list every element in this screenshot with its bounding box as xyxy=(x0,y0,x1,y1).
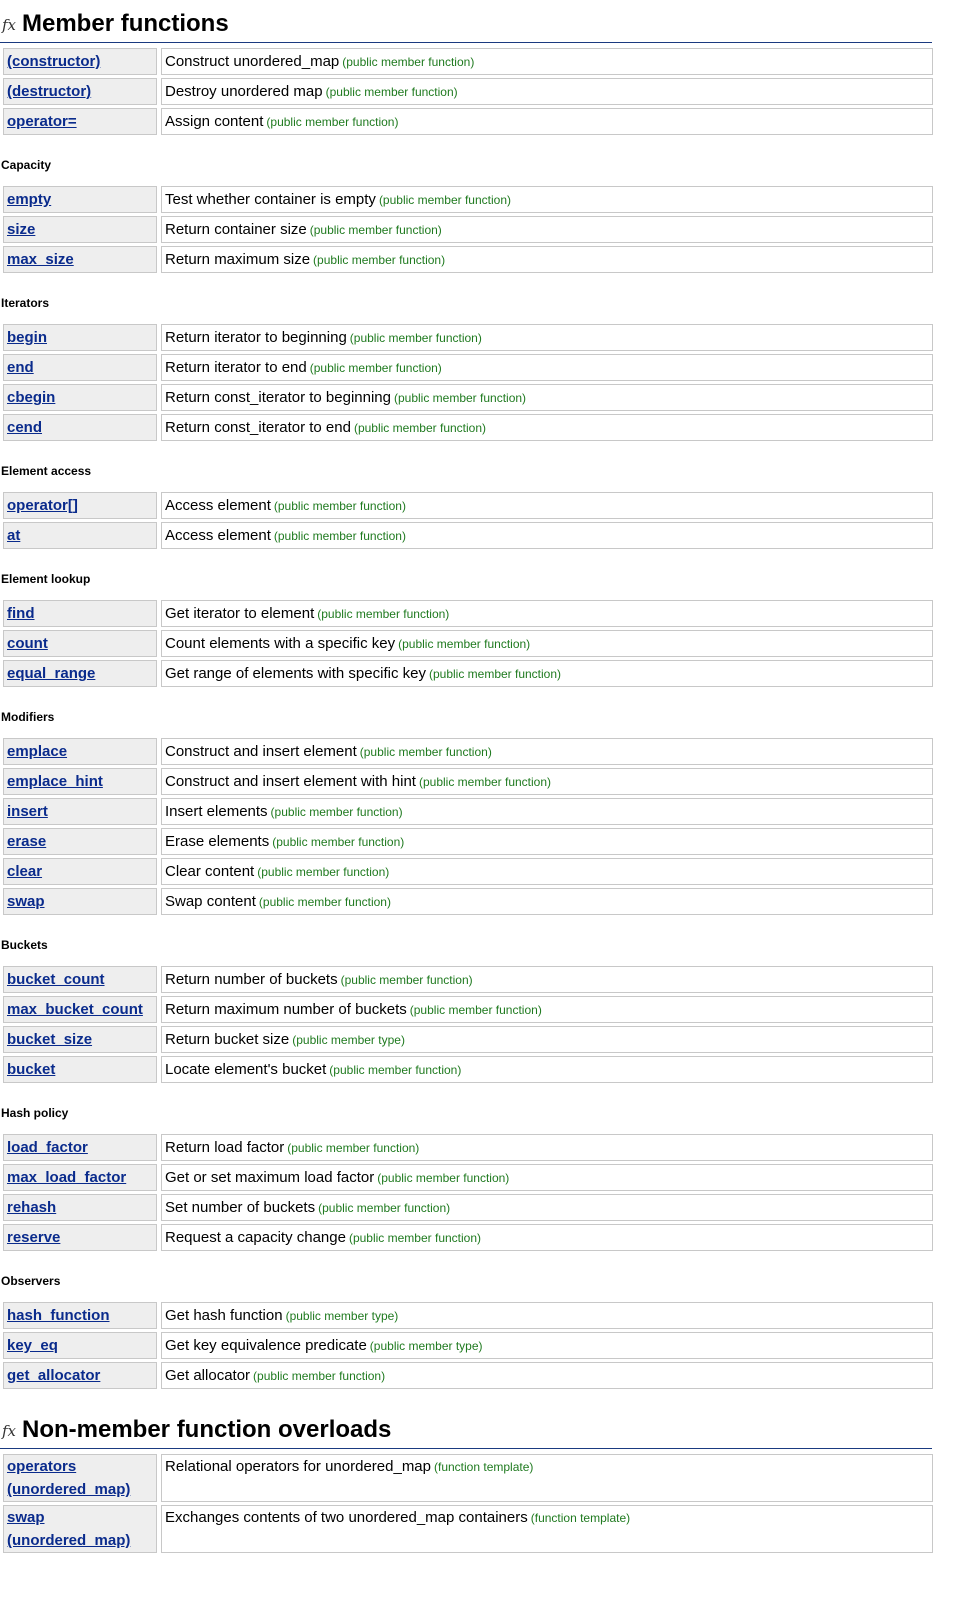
table-row xyxy=(3,492,933,519)
function-table xyxy=(0,597,937,690)
function-table xyxy=(0,1299,937,1392)
function-kind: (public member function) xyxy=(348,1231,482,1245)
function-name-cell xyxy=(3,888,157,915)
function-kind: (public member function) xyxy=(325,85,458,99)
function-kind: (public member function) xyxy=(273,529,406,543)
function-kind: (public member function) xyxy=(409,1003,542,1017)
function-description-cell xyxy=(161,1454,933,1502)
table-row xyxy=(3,798,933,825)
function-name-cell xyxy=(3,1454,157,1502)
function-link[interactable]: bucket_count xyxy=(7,971,105,988)
section-title: Non-member function overloads xyxy=(22,1416,392,1443)
function-link[interactable]: swap xyxy=(7,893,45,910)
function-description-cell xyxy=(161,384,933,411)
function-name-cell xyxy=(3,216,157,243)
function-kind: (public member function) xyxy=(313,253,446,267)
function-description: Get hash function xyxy=(165,1307,283,1324)
function-table xyxy=(0,489,937,552)
function-link[interactable]: end xyxy=(7,359,34,376)
function-description-cell xyxy=(161,630,933,657)
function-table xyxy=(0,183,937,276)
function-description-cell xyxy=(161,246,933,273)
group-title: Modifiers xyxy=(1,710,55,724)
function-name-cell xyxy=(3,996,157,1023)
function-description: Return maximum size xyxy=(165,251,311,268)
function-link[interactable]: begin xyxy=(7,329,47,346)
fx-icon: fx xyxy=(2,1422,17,1440)
table-row xyxy=(3,1302,933,1329)
function-kind: (public member function) xyxy=(342,55,475,69)
function-link[interactable]: max_bucket_count xyxy=(7,1001,143,1018)
function-description: Locate element's bucket xyxy=(165,1061,327,1078)
function-name-cell xyxy=(3,1224,157,1251)
function-description: Count elements with a specific key xyxy=(165,635,396,652)
group-title: Element access xyxy=(1,464,92,478)
table-row xyxy=(3,78,933,105)
table-row xyxy=(3,996,933,1023)
table-row xyxy=(3,1505,933,1553)
function-name-cell xyxy=(3,1026,157,1053)
function-name-cell xyxy=(3,798,157,825)
table-row xyxy=(3,354,933,381)
function-description-cell xyxy=(161,186,933,213)
table-row xyxy=(3,1164,933,1191)
function-description-cell xyxy=(161,828,933,855)
function-kind: (public member function) xyxy=(273,499,406,513)
table-row xyxy=(3,858,933,885)
function-table xyxy=(0,735,937,918)
table-row xyxy=(3,246,933,273)
function-description: Get allocator xyxy=(165,1367,251,1384)
function-kind: (public member type) xyxy=(369,1339,483,1353)
function-description: Relational operators for unordered_map xyxy=(165,1458,431,1475)
function-name-cell xyxy=(3,414,157,441)
function-description: Return container size xyxy=(165,221,307,238)
function-name-cell xyxy=(3,1505,157,1553)
function-description: Return iterator to beginning xyxy=(165,329,347,346)
function-description-cell xyxy=(161,1224,933,1251)
section-rule xyxy=(0,1448,932,1449)
function-link[interactable]: cend xyxy=(7,419,43,436)
function-kind: (public member function) xyxy=(377,1171,510,1185)
function-kind: (public member function) xyxy=(353,421,487,435)
function-description-cell xyxy=(161,492,933,519)
function-description-cell xyxy=(161,660,933,687)
function-description-cell xyxy=(161,600,933,627)
group-title: Element lookup xyxy=(1,572,91,586)
function-kind: (public member function) xyxy=(349,331,482,345)
function-description: Construct and insert element with hint xyxy=(165,773,416,790)
function-description: Get range of elements with specific key xyxy=(165,665,426,682)
function-link[interactable]: clear xyxy=(7,863,43,880)
function-kind: (public member function) xyxy=(359,745,492,759)
function-name-cell xyxy=(3,1332,157,1359)
function-description: Set number of buckets xyxy=(165,1199,316,1216)
function-description-cell xyxy=(161,1026,933,1053)
fx-icon: fx xyxy=(2,16,17,34)
function-link[interactable]: swap xyxy=(7,1509,45,1526)
table-row xyxy=(3,1454,933,1502)
function-name-cell xyxy=(3,630,157,657)
function-description-cell xyxy=(161,1194,933,1221)
function-name-cell xyxy=(3,108,157,135)
function-kind: (public member function) xyxy=(317,607,450,621)
function-link[interactable]: operators xyxy=(7,1458,77,1475)
group-title: Iterators xyxy=(1,296,50,310)
table-row xyxy=(3,828,933,855)
function-link[interactable]: reserve xyxy=(7,1229,61,1246)
function-table xyxy=(0,45,937,138)
function-description: Get key equivalence predicate xyxy=(165,1337,367,1354)
function-link[interactable]: bucket xyxy=(7,1061,56,1078)
function-link[interactable]: emplace xyxy=(7,743,68,760)
function-description: Access element xyxy=(165,527,271,544)
table-row xyxy=(3,660,933,687)
function-link[interactable]: emplace_hint xyxy=(7,773,103,790)
function-kind: (public member function) xyxy=(428,667,562,681)
function-description: Destroy unordered map xyxy=(165,83,323,100)
member-function-groups xyxy=(0,45,935,1392)
function-link[interactable]: max_load_factor xyxy=(7,1169,127,1186)
function-link[interactable]: load_factor xyxy=(7,1139,88,1156)
function-description-cell xyxy=(161,522,933,549)
function-kind: (public member function) xyxy=(258,895,391,909)
function-name-cell xyxy=(3,492,157,519)
table-row xyxy=(3,1362,933,1389)
table-row xyxy=(3,888,933,915)
function-description-cell xyxy=(161,1134,933,1161)
function-link[interactable]: empty xyxy=(7,191,52,208)
function-description-cell xyxy=(161,48,933,75)
function-link[interactable]: hash_function xyxy=(7,1307,110,1324)
function-name-cell xyxy=(3,1056,157,1083)
function-link[interactable]: bucket_size xyxy=(7,1031,93,1048)
table-row xyxy=(3,414,933,441)
table-row xyxy=(3,186,933,213)
function-name-cell xyxy=(3,660,157,687)
function-description: Return bucket size xyxy=(165,1031,290,1048)
group-title: Capacity xyxy=(1,158,52,172)
function-description-cell xyxy=(161,1164,933,1191)
function-table xyxy=(0,321,937,444)
table-row xyxy=(3,324,933,351)
function-kind: (public member function) xyxy=(418,775,552,789)
function-description-cell xyxy=(161,216,933,243)
group-title: Hash policy xyxy=(1,1106,69,1120)
function-kind: (function template) xyxy=(434,1460,534,1474)
function-kind: (public member function) xyxy=(393,391,527,405)
function-description-cell xyxy=(161,966,933,993)
table-row xyxy=(3,108,933,135)
function-name-cell xyxy=(3,246,157,273)
function-link[interactable]: size xyxy=(7,221,36,238)
function-description-cell xyxy=(161,858,933,885)
function-link[interactable]: (destructor) xyxy=(7,83,92,100)
function-kind: (public member type) xyxy=(292,1033,405,1047)
function-name-cell xyxy=(3,522,157,549)
function-link[interactable]: count xyxy=(7,635,48,652)
function-description-cell xyxy=(161,798,933,825)
function-description-cell xyxy=(161,1362,933,1389)
function-name-cell xyxy=(3,186,157,213)
function-name-cell xyxy=(3,354,157,381)
table-row xyxy=(3,1332,933,1359)
function-description: Return const_iterator to beginning xyxy=(165,389,391,406)
table-row xyxy=(3,966,933,993)
function-name-cell xyxy=(3,768,157,795)
function-kind: (public member function) xyxy=(340,973,473,987)
table-row xyxy=(3,216,933,243)
table-row xyxy=(3,48,933,75)
function-kind: (public member function) xyxy=(309,223,442,237)
function-link[interactable]: operator= xyxy=(7,113,77,130)
function-link[interactable]: operator[] xyxy=(7,497,78,514)
table-row xyxy=(3,768,933,795)
function-kind: (function template) xyxy=(530,1511,631,1525)
group-title: Buckets xyxy=(1,938,48,952)
function-description-cell xyxy=(161,78,933,105)
function-kind: (public member function) xyxy=(253,1369,386,1383)
function-table xyxy=(0,963,937,1086)
function-description-cell xyxy=(161,414,933,441)
function-name-cell xyxy=(3,600,157,627)
section-rule xyxy=(0,42,932,43)
function-name-cell xyxy=(3,78,157,105)
function-description-cell xyxy=(161,738,933,765)
function-name-cell xyxy=(3,966,157,993)
function-name-cell xyxy=(3,384,157,411)
function-description: Clear content xyxy=(165,863,255,880)
function-name-cell xyxy=(3,48,157,75)
function-link-qualifier[interactable]: (unordered_map) xyxy=(7,1532,131,1549)
function-description-cell xyxy=(161,1302,933,1329)
table-row xyxy=(3,1224,933,1251)
function-link[interactable]: key_eq xyxy=(7,1337,58,1354)
function-description-cell xyxy=(161,1056,933,1083)
function-description-cell xyxy=(161,1505,933,1553)
function-name-cell xyxy=(3,1194,157,1221)
function-description: Exchanges contents of two unordered_map containers xyxy=(165,1509,528,1526)
function-description-cell xyxy=(161,1332,933,1359)
section-title: Member functions xyxy=(22,10,229,37)
table-row xyxy=(3,600,933,627)
function-link[interactable]: erase xyxy=(7,833,47,850)
function-description-cell xyxy=(161,108,933,135)
function-description: Access element xyxy=(165,497,271,514)
function-kind: (public member function) xyxy=(272,835,405,849)
function-kind: (public member function) xyxy=(378,193,511,207)
function-description: Request a capacity change xyxy=(165,1229,346,1246)
function-description: Return number of buckets xyxy=(165,971,338,988)
function-description-cell xyxy=(161,888,933,915)
function-description: Assign content xyxy=(165,113,264,130)
function-description-cell xyxy=(161,324,933,351)
function-link[interactable]: cbegin xyxy=(7,389,56,406)
function-description: Erase elements xyxy=(165,833,270,850)
function-description: Construct and insert element xyxy=(165,743,357,760)
function-description: Return maximum number of buckets xyxy=(165,1001,407,1018)
function-kind: (public member function) xyxy=(270,805,403,819)
function-link[interactable]: at xyxy=(7,527,21,544)
function-kind: (public member type) xyxy=(285,1309,399,1323)
table-row xyxy=(3,1056,933,1083)
function-kind: (public member function) xyxy=(266,115,399,129)
function-link[interactable]: find xyxy=(7,605,35,622)
function-name-cell xyxy=(3,1302,157,1329)
function-description-cell xyxy=(161,354,933,381)
table-row xyxy=(3,630,933,657)
function-kind: (public member function) xyxy=(309,361,442,375)
non-member-header xyxy=(0,1406,935,1451)
function-link[interactable]: insert xyxy=(7,803,48,820)
function-description-cell xyxy=(161,996,933,1023)
function-description: Return iterator to end xyxy=(165,359,307,376)
function-description: Construct unordered_map xyxy=(165,53,340,70)
table-row xyxy=(3,738,933,765)
function-link[interactable]: (constructor) xyxy=(7,53,101,70)
function-name-cell xyxy=(3,1362,157,1389)
function-link[interactable]: rehash xyxy=(7,1199,57,1216)
function-name-cell xyxy=(3,828,157,855)
function-description: Get or set maximum load factor xyxy=(165,1169,375,1186)
function-link[interactable]: max_size xyxy=(7,251,74,268)
function-description: Return load factor xyxy=(165,1139,285,1156)
function-name-cell xyxy=(3,738,157,765)
function-description: Return const_iterator to end xyxy=(165,419,351,436)
function-link[interactable]: get_allocator xyxy=(7,1367,101,1384)
function-kind: (public member function) xyxy=(287,1141,420,1155)
table-row xyxy=(3,1026,933,1053)
function-description: Swap content xyxy=(165,893,256,910)
member-functions-header xyxy=(0,0,935,45)
function-description: Get iterator to element xyxy=(165,605,315,622)
table-row xyxy=(3,1134,933,1161)
non-member-table xyxy=(0,1451,937,1556)
function-name-cell xyxy=(3,1164,157,1191)
function-name-cell xyxy=(3,324,157,351)
table-row xyxy=(3,522,933,549)
group-title: Observers xyxy=(1,1274,61,1288)
function-description-cell xyxy=(161,768,933,795)
function-link-qualifier[interactable]: (unordered_map) xyxy=(7,1481,131,1498)
function-kind: (public member function) xyxy=(329,1063,462,1077)
function-kind: (public member function) xyxy=(257,865,390,879)
function-link[interactable]: equal_range xyxy=(7,665,96,682)
function-kind: (public member function) xyxy=(318,1201,451,1215)
function-name-cell xyxy=(3,858,157,885)
function-name-cell xyxy=(3,1134,157,1161)
table-row xyxy=(3,1194,933,1221)
function-description: Insert elements xyxy=(165,803,268,820)
function-description: Test whether container is empty xyxy=(165,191,376,208)
table-row xyxy=(3,384,933,411)
function-table xyxy=(0,1131,937,1254)
function-kind: (public member function) xyxy=(398,637,531,651)
